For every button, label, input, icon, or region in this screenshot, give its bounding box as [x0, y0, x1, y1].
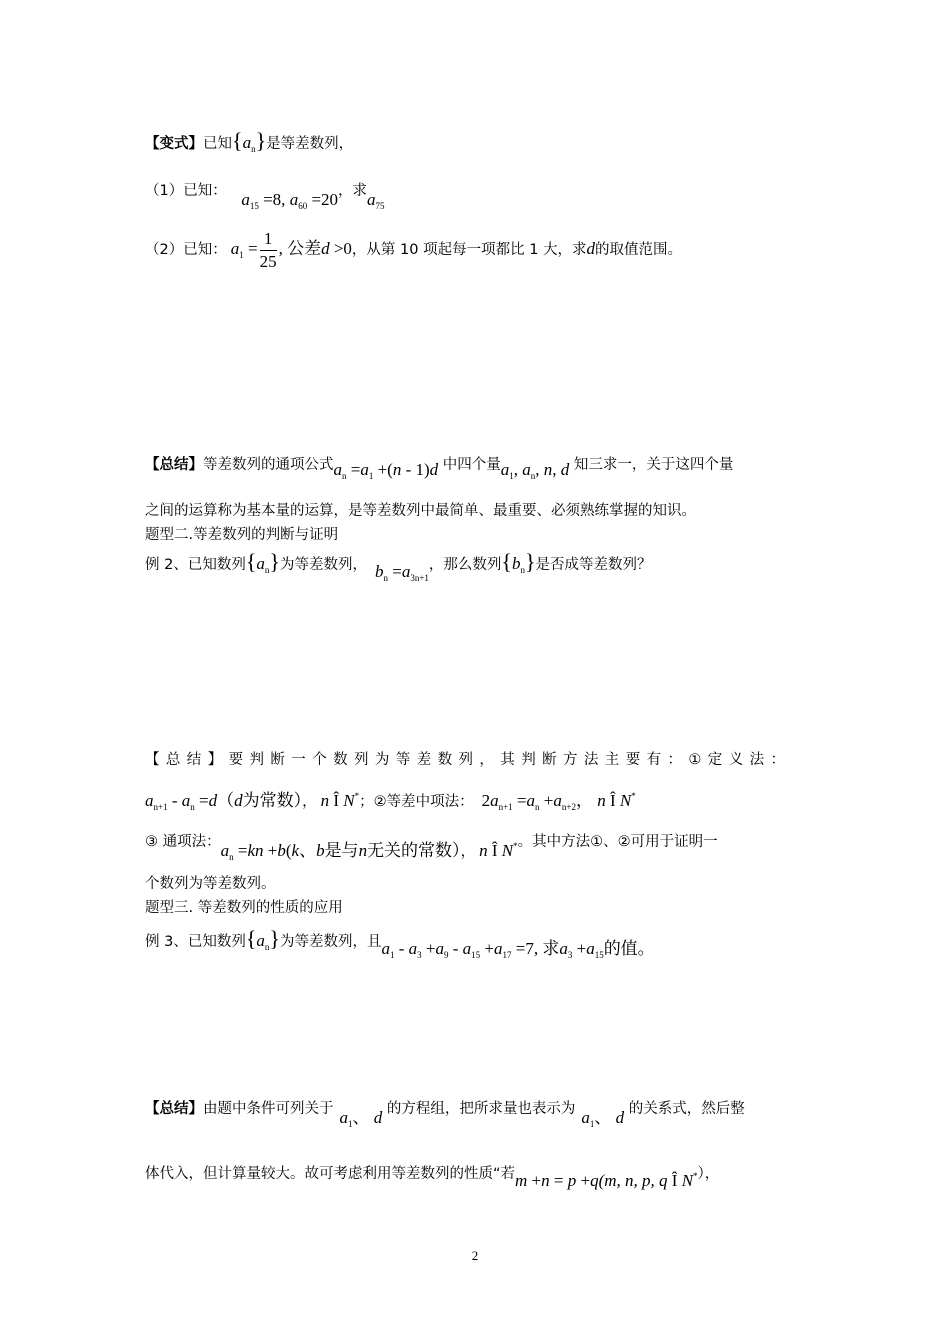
q2-diff: , 公差d >0 — [278, 239, 352, 258]
general-term-formula: $a_n =a_1 +(n - 1)d$ — [333, 460, 439, 481]
summary2-line4: 个数列为等差数列。 — [145, 876, 276, 892]
q1-target: $a_{75}$ — [367, 190, 385, 211]
example2: 例 2、已知数列$\{a_n\}$为等差数列， $b_n =a_{3n+1}$，那么数列$\{b_n\}$是否成等差数列？ — [145, 549, 652, 583]
middle-term-formula: $2a_{n+1} =a_n +a_{n+2}$， n Î N* — [481, 791, 636, 812]
summary2-line1: 【总结】要判断一个数列为等差数列，其判断方法主要有：①定义法： — [145, 752, 792, 768]
type2-title: 题型二.等差数列的判断与证明 — [145, 527, 339, 543]
variant-label: 【变式】 — [145, 136, 203, 152]
four-quantities: $a_1$, $a_n$, n, d — [500, 460, 570, 481]
general-formula: $a_n =kn +b(k$、b是与n无关的常数） — [220, 841, 461, 862]
a1-d-pair: $a_1$、 d — [339, 1108, 383, 1129]
bn-definition: $b_n =a_{3n+1}$ — [374, 562, 429, 583]
seq-b-n: $\{b_n\}$ — [501, 549, 536, 575]
variant-question-1: （1）已知： $a_{15} =8$, $a_{60} =20$，求$a_{75}$ — [145, 183, 385, 211]
seq-a-n: $\{a_n\}$ — [232, 128, 267, 154]
variant-question-2: （2）已知： $a_1$ = $\frac{1}{25}$ , 公差d >0，从第 10 项起每一项都比 1 大，求d的取值范围。 — [145, 228, 683, 271]
summary3-line1: 【总结】由题中条件可列关于 $a_1$、 d 的方程组，把所求量也表示为 $a_1$、 d 的关系式，然后整 — [145, 1101, 745, 1129]
variant-heading: 【变式】已知$\{a_n\}$是等差数列， — [145, 128, 354, 154]
example3: 例 3、已知数列$\{a_n\}$为等差数列，且$a_1 - a_3 +a_9 - a_{15} +a_{17} =7$, 求$a_3 +a_{15}$的值。 — [145, 926, 655, 960]
summary3-line2: 体代入，但计算量较大。故可考虑利用等差数列的性质“若m +n = p +q(m, n, p, q Î N*）， — [145, 1166, 720, 1190]
seq-a-n-ex3: $\{a_n\}$ — [245, 926, 280, 952]
seq-a-n-ex2: $\{a_n\}$ — [245, 549, 280, 575]
q2-fraction: $\frac{1}{25}$ — [259, 228, 277, 271]
definition-formula: $a_{n+1} - a_n =d(d$为常数） — [145, 791, 303, 812]
page-number: 2 — [471, 1248, 479, 1263]
summary2-line3: ③ 通项法：$a_n =kn +b(k$、b是与n无关的常数）， n Î N*。其中方法①、②可用于证明一 — [145, 834, 718, 862]
a1-d-pair-2: $a_1$、 d — [581, 1108, 625, 1129]
example3-condition: $a_1 - a_3 +a_9 - a_{15} +a_{17} =7$, 求$a_3 +a_{15}$的值。 — [381, 939, 655, 960]
summary1-line1: 【总结】等差数列的通项公式$a_n =a_1 +(n - 1)d$ 中四个量$a_1$, $a_n$, n, d 知三求一，关于这四个量 — [145, 457, 734, 481]
variant-intro: 已知 — [203, 136, 232, 152]
summary2-line2: $a_{n+1} - a_n =d(d$为常数）， n Î N*；②等差中项法： $2a_{n+1} =a_n +a_{n+2}$， n Î N* — [145, 791, 636, 812]
type3-title: 题型三. 等差数列的性质的应用 — [145, 900, 343, 916]
property-formula: m +n = p +q(m, n, p, q Î N* — [515, 1171, 698, 1190]
q1-condition: $a_{15} =8$, $a_{60} =20$ — [241, 190, 339, 211]
summary1-line2: 之间的运算称为基本量的运算，是等差数列中最简单、最重要、必须熟练掌握的知识。 — [145, 503, 696, 519]
q2-a1: $a_1$ = — [230, 239, 258, 260]
